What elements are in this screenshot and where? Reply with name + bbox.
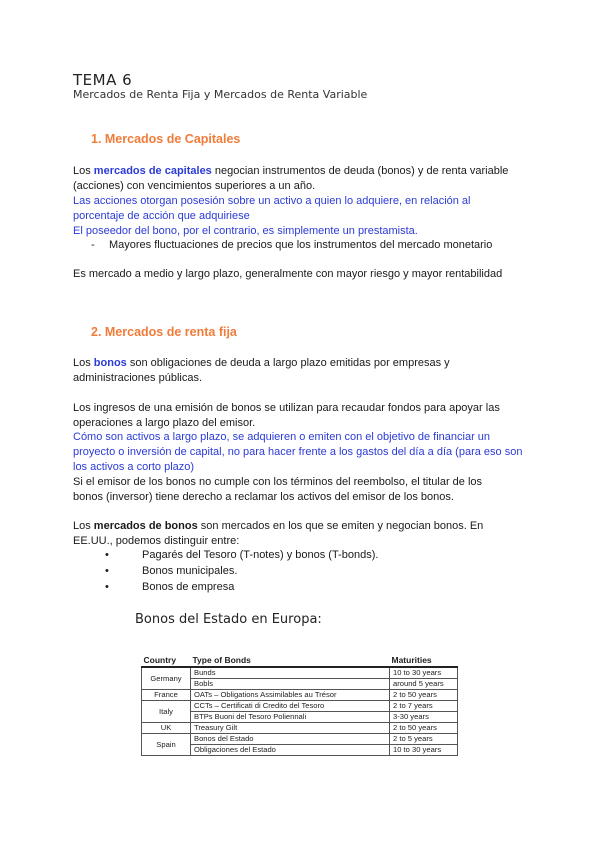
table-row xyxy=(142,690,458,701)
bullet-list xyxy=(105,547,378,595)
section-heading-renta-fija: 2. Mercados de renta fija xyxy=(91,325,237,339)
paragraph-reembolso: Si el emisor de los bonos no cumple con los términos del reembolso, el titular de los bonos (inversor) tiene derecho a reclamar los activos del emisor de los bonos. xyxy=(73,476,483,503)
table-cell-country: Spain xyxy=(142,734,191,756)
table-cell: Bunds xyxy=(191,667,390,679)
table-cell: 10 to 30 years xyxy=(390,745,458,756)
text: son obligaciones de deuda a largo plazo emitidas por empresas y administraciones públicas. xyxy=(73,357,450,384)
list-item-text: Pagarés del Tesoro (T-notes) y bonos (T-bonds). xyxy=(142,549,379,561)
list-item-text: Mayores fluctuaciones de precios que los instrumentos del mercado monetario xyxy=(109,239,493,251)
bonds-table xyxy=(141,654,458,756)
bullet-marker: • xyxy=(105,549,109,561)
table-cell: 2 to 7 years xyxy=(390,701,458,712)
dash-marker: - xyxy=(91,239,95,251)
table-row xyxy=(142,667,458,679)
list-item xyxy=(105,547,378,563)
page-title: TEMA 6 xyxy=(73,71,133,89)
section-heading-capitales: 1. Mercados de Capitales xyxy=(91,132,241,146)
paragraph-mercados-bonos xyxy=(73,519,513,549)
bullet-marker: • xyxy=(105,581,109,593)
table-cell: 2 to 50 years xyxy=(390,723,458,734)
paragraph-ingresos: Los ingresos de una emisión de bonos se utilizan para recaudar fondos para apoyar las operaciones a largo plazo del emisor. xyxy=(73,402,500,429)
table-cell-country: Italy xyxy=(142,701,191,723)
paragraph-mercados-capitales xyxy=(73,164,513,194)
paragraph-bonos xyxy=(73,356,513,386)
list-item xyxy=(105,579,378,595)
figure-title: Bonos del Estado en Europa: xyxy=(135,612,322,627)
text: son mercados en los que se emiten y negocian bonos. En EE.UU., podemos distinguir entre: xyxy=(73,520,484,547)
column-header: Maturities xyxy=(390,654,458,667)
table-header-row xyxy=(142,654,458,667)
table-row xyxy=(142,723,458,734)
highlight-term: mercados de capitales xyxy=(93,165,212,177)
table-cell: 3-30 years xyxy=(390,712,458,723)
paragraph-activos-largo-plazo-blue: Cómo son activos a largo plazo, se adquieren o emiten con el objetivo de financiar un proyecto o inversión de capital, no para hacer frente a los gastos del día a día (para eso son los activos a corto plazo) xyxy=(73,431,523,473)
table-row xyxy=(142,701,458,712)
highlight-term: bonos xyxy=(93,357,127,369)
table-cell: BTPs Buoni del Tesoro Poliennali xyxy=(191,712,390,723)
text: Los xyxy=(73,357,94,369)
bold-term: mercados de bonos xyxy=(93,520,198,532)
paragraph-acciones-blue: Las acciones otorgan posesión sobre un activo a quien lo adquiere, en relación al porcentaje de acción que adquiriese xyxy=(73,195,471,222)
text: Los xyxy=(73,165,94,177)
page-subtitle: Mercados de Renta Fija y Mercados de Renta Variable xyxy=(73,88,368,101)
text: negocian instrumentos de deuda (bonos) y de renta variable (acciones) con vencimientos superiores a un año. xyxy=(73,165,509,192)
text: Los xyxy=(73,520,94,532)
table-cell: Bonos del Estado xyxy=(191,734,390,745)
table-cell: Bobls xyxy=(191,679,390,690)
list-item-text: Bonos de empresa xyxy=(142,581,235,593)
table-cell: OATs – Obligations Assimilables au Trésor xyxy=(191,690,390,701)
list-item-text: Bonos municipales. xyxy=(142,565,238,577)
list-item xyxy=(105,563,378,579)
table-cell: 2 to 5 years xyxy=(390,734,458,745)
column-header: Type of Bonds xyxy=(191,654,390,667)
list-item xyxy=(91,238,492,253)
table-cell: 2 to 50 years xyxy=(390,690,458,701)
table-cell-country: France xyxy=(142,690,191,701)
table-cell: 10 to 30 years xyxy=(390,667,458,679)
table-cell-country: Germany xyxy=(142,667,191,690)
table-cell-country: UK xyxy=(142,723,191,734)
table-cell: CCTs – Certificati di Credito del Tesoro xyxy=(191,701,390,712)
table-cell: Obligaciones del Estado xyxy=(191,745,390,756)
table-cell: Treasury Gilt xyxy=(191,723,390,734)
bonds-table-figure xyxy=(133,608,469,773)
table-cell: around 5 years xyxy=(390,679,458,690)
table-row xyxy=(142,734,458,745)
paragraph-medio-largo-plazo: Es mercado a medio y largo plazo, generalmente con mayor riesgo y mayor rentabilidad xyxy=(73,268,503,280)
bullet-marker: • xyxy=(105,565,109,577)
column-header: Country xyxy=(142,654,191,667)
paragraph-bono-blue: El poseedor del bono, por el contrario, es simplemente un prestamista. xyxy=(73,225,418,237)
